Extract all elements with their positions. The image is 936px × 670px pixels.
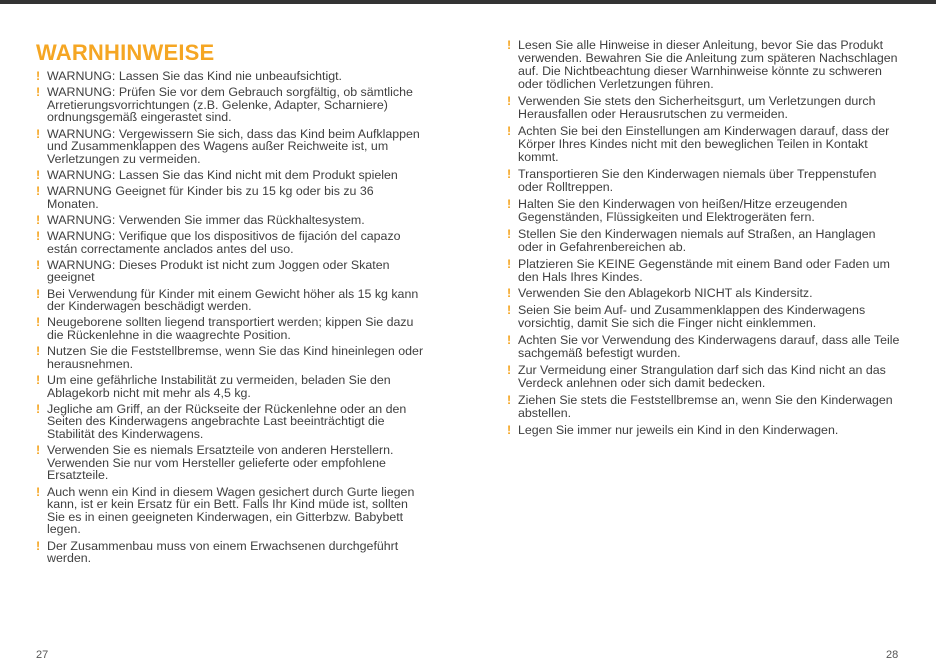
warning-bullet-icon: ! bbox=[36, 126, 41, 141]
warning-text: Ziehen Sie stets die Feststellbremse an, wenn Sie den Kinderwagen abstellen. bbox=[518, 392, 893, 420]
warning-text: Transportieren Sie den Kinderwagen niemals über Treppenstufen oder Rolltreppen. bbox=[518, 166, 877, 194]
warning-item bbox=[507, 198, 902, 224]
warning-bullet-icon: ! bbox=[36, 443, 41, 458]
warning-text: Jegliche am Griff, an der Rückseite der Rückenlehne oder an den Seiten des Kinderwagens angebrachte Last beeinträchtigt die Stabilität des Kinderwagens. bbox=[47, 401, 407, 441]
page-title: WARNHINWEISE bbox=[36, 40, 215, 65]
warning-text: WARNUNG: Verifique que los dispositivos de fijación del capazo están correctamente anclados antes del uso. bbox=[47, 229, 401, 256]
warning-text: Achten Sie bei den Einstellungen am Kinderwagen darauf, dass der Körper Ihres Kindes nicht mit den beweglichen Teilen in Kontakt kommt. bbox=[518, 123, 890, 165]
warning-item bbox=[507, 334, 902, 360]
warning-bullet-icon: ! bbox=[36, 286, 41, 301]
warning-bullet-icon: ! bbox=[36, 315, 41, 330]
warning-bullet-icon: ! bbox=[507, 123, 512, 138]
warning-item bbox=[507, 228, 902, 254]
warning-bullet-icon: ! bbox=[36, 484, 41, 499]
warning-item bbox=[36, 169, 428, 182]
warning-item bbox=[507, 304, 902, 330]
warning-item bbox=[36, 316, 428, 341]
page-number-left: 27 bbox=[36, 649, 49, 661]
warning-bullet-icon: ! bbox=[507, 196, 512, 211]
warning-text: Legen Sie immer nur jeweils ein Kind in den Kinderwagen. bbox=[518, 422, 839, 437]
warning-item bbox=[36, 214, 428, 227]
warning-text: Verwenden Sie den Ablagekorb NICHT als Kindersitz. bbox=[518, 286, 813, 301]
warning-text: Verwenden Sie es niemals Ersatzteile von anderen Herstellern. Verwenden Sie nur vom Hersteller gelieferte oder empfohlene Ersatzteile. bbox=[47, 443, 394, 483]
warning-item bbox=[36, 185, 428, 210]
warning-bullet-icon: ! bbox=[507, 94, 512, 109]
warning-bullet-icon: ! bbox=[507, 303, 512, 318]
warning-text: WARNUNG: Lassen Sie das Kind nie unbeaufsichtigt. bbox=[47, 69, 342, 83]
warning-item bbox=[36, 345, 428, 370]
warning-text: Zur Vermeidung einer Strangulation darf sich das Kind nicht an das Verdeck anlehnen oder sich damit bedecken. bbox=[518, 362, 886, 391]
warning-bullet-icon: ! bbox=[36, 85, 41, 100]
warning-bullet-icon: ! bbox=[36, 538, 41, 553]
warning-item bbox=[507, 424, 902, 437]
warning-item bbox=[507, 168, 902, 194]
left-page bbox=[36, 40, 428, 568]
warning-item bbox=[507, 39, 902, 91]
warning-item bbox=[36, 288, 428, 313]
warning-item bbox=[507, 95, 902, 121]
warning-bullet-icon: ! bbox=[36, 257, 41, 272]
warning-text: Nutzen Sie die Feststellbremse, wenn Sie das Kind hineinlegen oder herausnehmen. bbox=[47, 344, 424, 371]
warning-bullet-icon: ! bbox=[36, 212, 41, 227]
warning-text: Platzieren Sie KEINE Gegenstände mit einem Band oder Faden um den Hals Ihres Kindes. bbox=[518, 256, 890, 284]
warning-text: Um eine gefährliche Instabilität zu vermeiden, beladen Sie den Ablagekorb nicht mit mehr als 4,5 kg. bbox=[47, 373, 391, 400]
warning-item bbox=[507, 394, 902, 420]
warning-text: Seien Sie beim Auf- und Zusammenklappen des Kinderwagens vorsichtig, damit Sie sich die Finger nicht einklemmen. bbox=[518, 303, 866, 331]
warning-item bbox=[36, 540, 428, 565]
warning-text: WARNUNG: Vergewissern Sie sich, dass das Kind beim Aufklappen und Zusammenklappen des Wagens außer Reichweite ist, um Verletzungen zu vermeiden. bbox=[47, 126, 420, 166]
warning-text: Achten Sie vor Verwendung des Kinderwagens darauf, dass alle Teile sachgemäß befestigt wurden. bbox=[518, 333, 900, 361]
warning-text: WARNUNG Geeignet für Kinder bis zu 15 kg oder bis zu 36 Monaten. bbox=[47, 184, 374, 211]
warning-text: Bei Verwendung für Kinder mit einem Gewicht höher als 15 kg kann der Kinderwagen beschädigt werden. bbox=[47, 286, 419, 314]
warning-text: WARNUNG: Verwenden Sie immer das Rückhaltesystem. bbox=[47, 212, 365, 227]
warning-bullet-icon: ! bbox=[507, 333, 512, 348]
warning-bullet-icon: ! bbox=[507, 286, 512, 301]
top-border bbox=[0, 0, 936, 4]
warning-bullet-icon: ! bbox=[36, 373, 41, 387]
warning-bullet-icon: ! bbox=[36, 69, 41, 83]
warning-text: Lesen Sie alle Hinweise in dieser Anleitung, bevor Sie das Produkt verwenden. Bewahren Sie die Anleitung zum späteren Nachschlagen auf. Die Nichtbeachtung dieser Warnhinweise könnte zu schweren oder tödlichen Verletzungen führen. bbox=[518, 38, 898, 92]
page-number-right: 28 bbox=[886, 649, 899, 661]
warning-item bbox=[36, 374, 428, 399]
warning-item bbox=[36, 70, 428, 83]
warning-bullet-icon: ! bbox=[507, 256, 512, 271]
warning-text: Der Zusammenbau muss von einem Erwachsenen durchgeführt werden. bbox=[47, 538, 399, 566]
warning-item bbox=[507, 287, 902, 300]
warning-text: WARNUNG: Lassen Sie das Kind nicht mit dem Produkt spielen bbox=[47, 167, 398, 182]
warning-bullet-icon: ! bbox=[507, 392, 512, 407]
warning-text: Halten Sie den Kinderwagen von heißen/Hitze erzeugenden Gegenständen, Flüssigkeiten und Elektrogeräten fern. bbox=[518, 196, 848, 224]
warning-text: WARNUNG: Dieses Produkt ist nicht zum Joggen oder Skaten geeignet bbox=[47, 257, 390, 285]
warning-item bbox=[507, 125, 902, 164]
warning-bullet-icon: ! bbox=[36, 167, 41, 182]
warning-text: Stellen Sie den Kinderwagen niemals auf Straßen, an Hanglagen oder in Gefahrenbereichen ab. bbox=[518, 226, 876, 254]
warning-text: WARNUNG: Prüfen Sie vor dem Gebrauch sorgfältig, ob sämtliche Arretierungsvorrichtungen (z.B. Gelenke, Adapter, Scharniere) ordnungsgemäß eingerastet sind. bbox=[47, 85, 413, 125]
warning-item bbox=[36, 444, 428, 482]
warning-item bbox=[36, 259, 428, 284]
warning-bullet-icon: ! bbox=[507, 38, 512, 52]
right-warning-list bbox=[507, 39, 902, 437]
warning-item bbox=[36, 403, 428, 441]
warning-item bbox=[36, 230, 428, 255]
warning-item bbox=[507, 364, 902, 390]
right-page bbox=[507, 39, 902, 440]
warning-text: Verwenden Sie stets den Sicherheitsgurt, um Verletzungen durch Herausfallen oder Herausrutschen zu vermeiden. bbox=[518, 94, 876, 122]
warning-item bbox=[507, 258, 902, 284]
warning-bullet-icon: ! bbox=[36, 344, 41, 359]
warning-text: Auch wenn ein Kind in diesem Wagen gesichert durch Gurte liegen kann, ist er kein Ersatz für ein Bett. Falls Ihr Kind müde ist, sollten Sie es in einen geeigneten Kinderwagen, ein Gitterbzw. Babybett legen. bbox=[47, 484, 415, 537]
warning-bullet-icon: ! bbox=[36, 401, 41, 416]
warning-text: Neugeborene sollten liegend transportiert werden; kippen Sie dazu die Rückenlehne in die waagrechte Position. bbox=[47, 315, 414, 343]
warning-bullet-icon: ! bbox=[36, 229, 41, 244]
warning-item bbox=[36, 128, 428, 166]
warning-item bbox=[36, 86, 428, 124]
warning-item bbox=[36, 486, 428, 536]
warning-bullet-icon: ! bbox=[36, 184, 41, 199]
left-warning-list bbox=[36, 70, 428, 565]
warning-bullet-icon: ! bbox=[507, 226, 512, 241]
warning-bullet-icon: ! bbox=[507, 422, 512, 437]
warning-bullet-icon: ! bbox=[507, 362, 512, 377]
warning-bullet-icon: ! bbox=[507, 166, 512, 181]
